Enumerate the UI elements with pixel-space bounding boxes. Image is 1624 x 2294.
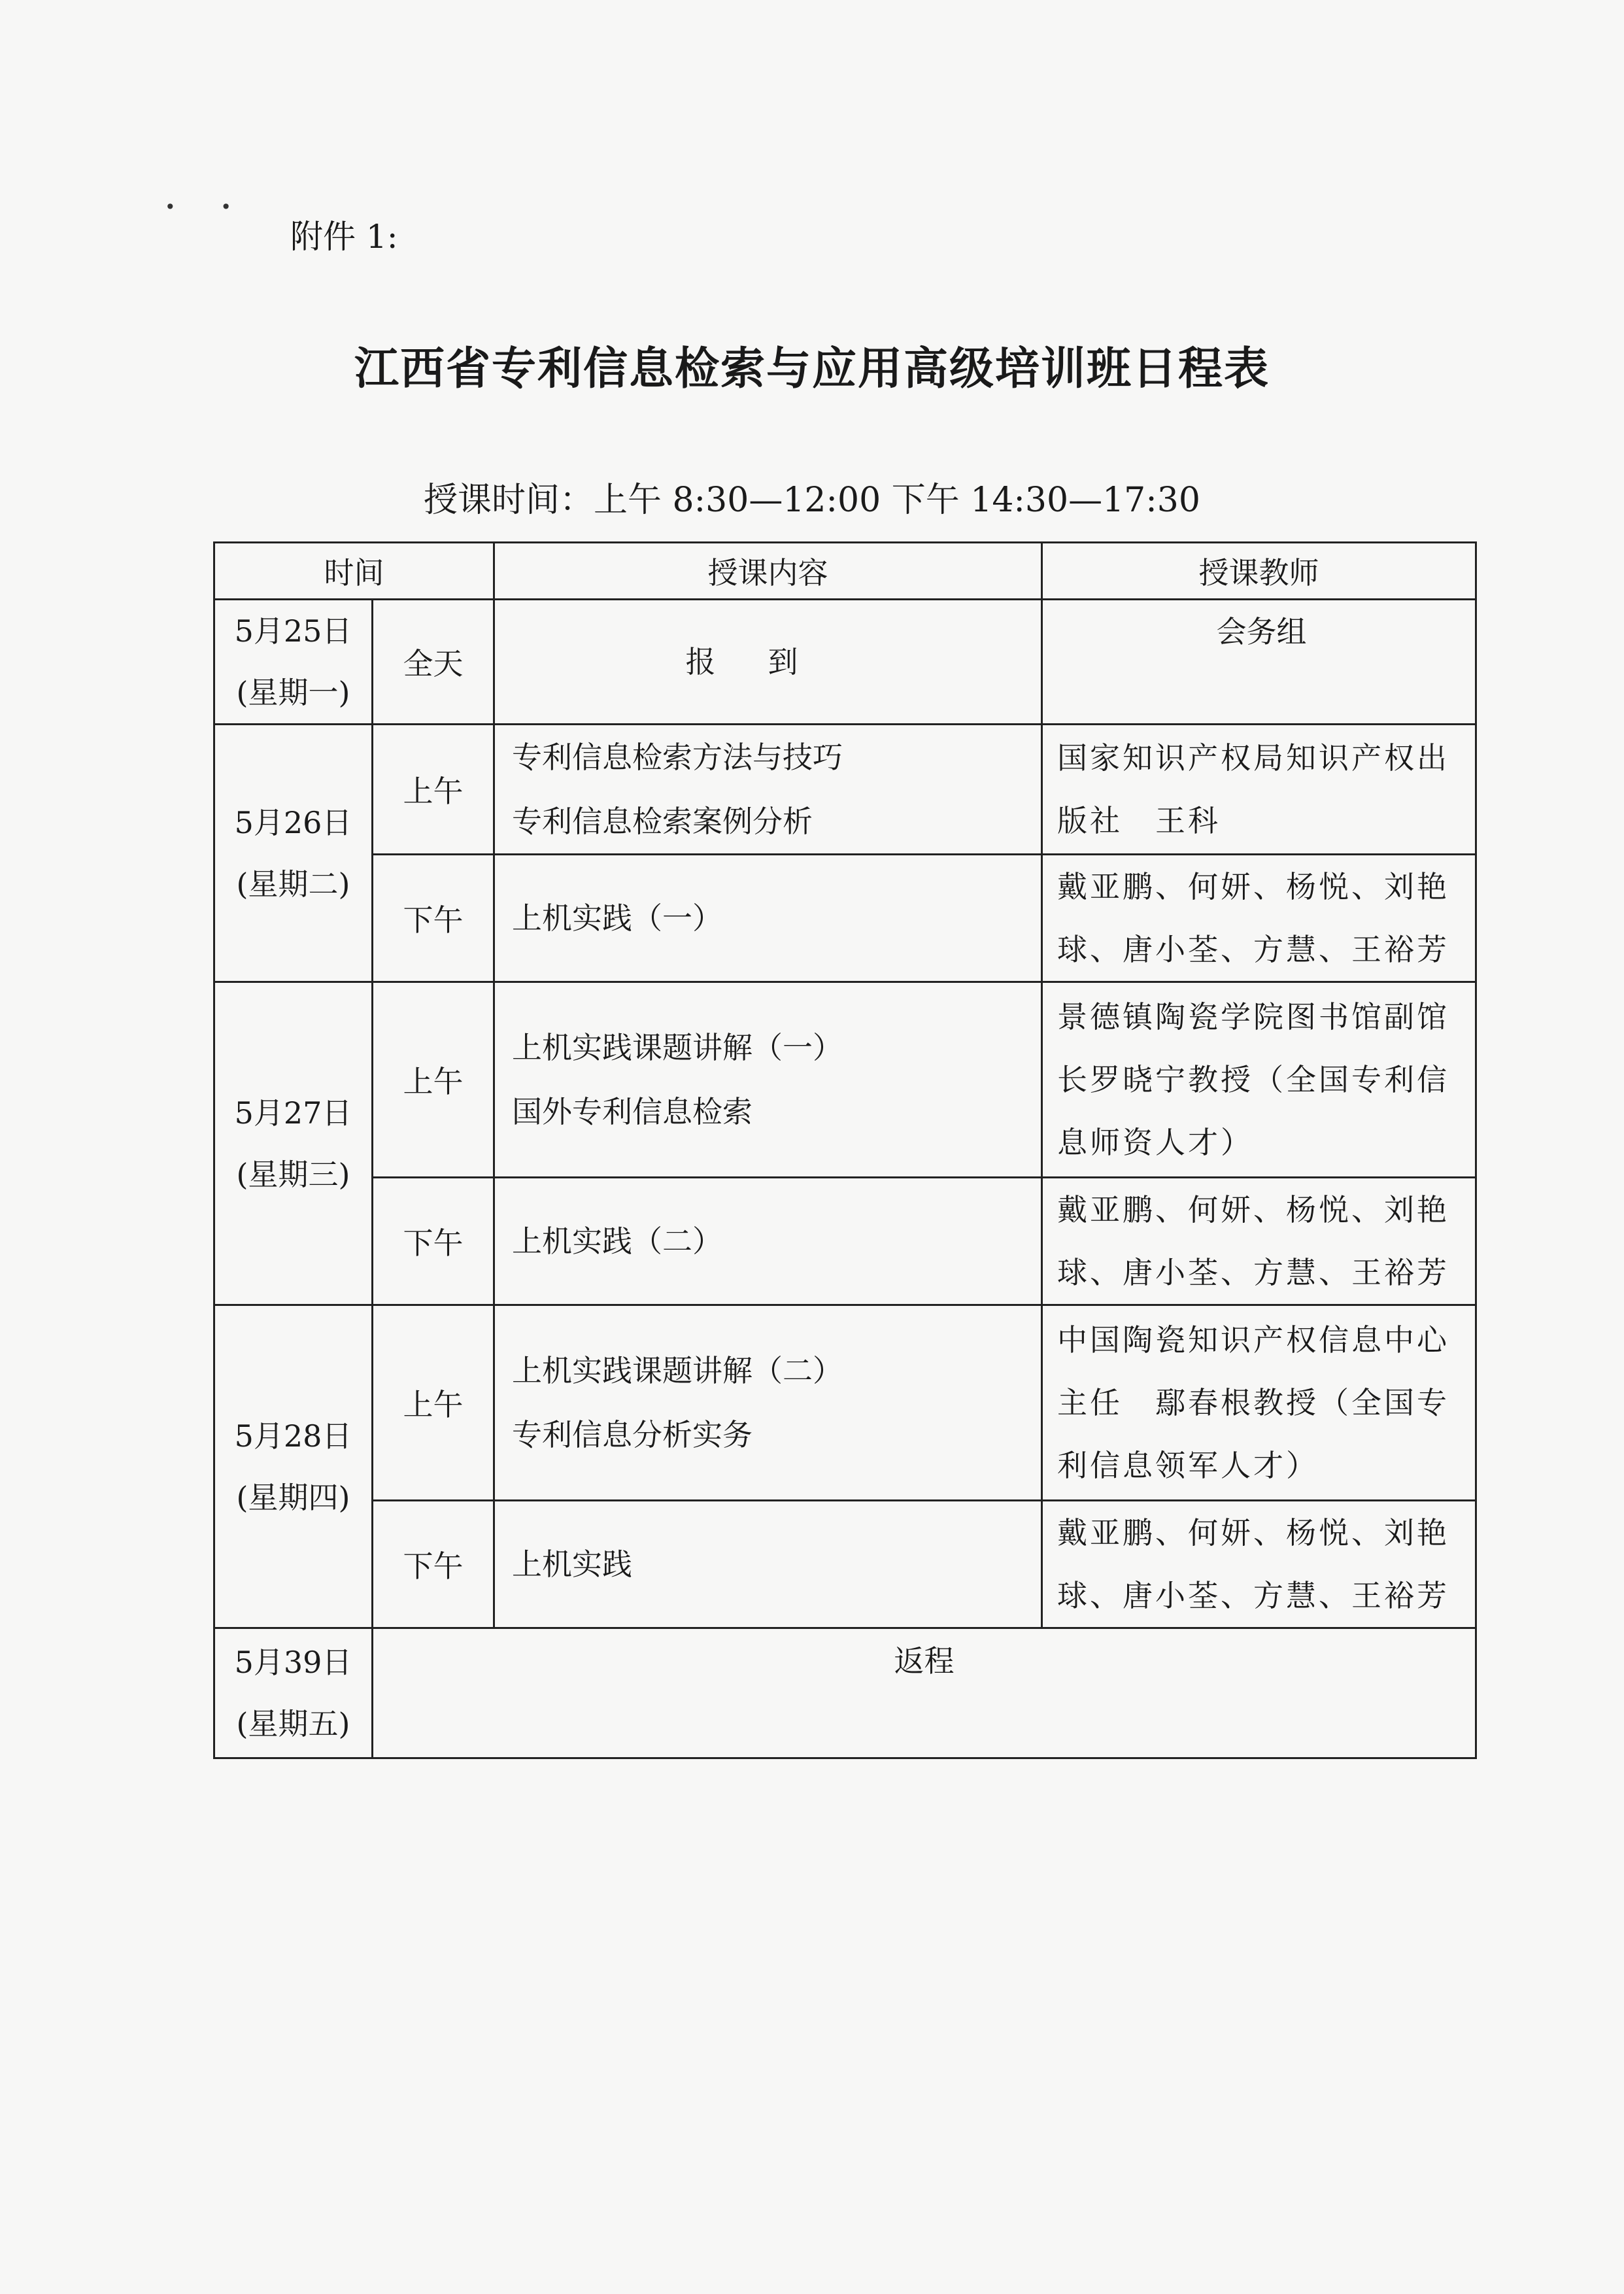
header-time: 时间 xyxy=(214,543,494,600)
content-line: 返程 xyxy=(894,1643,955,1679)
teacher-line: 会务组 xyxy=(1216,614,1307,649)
table-row xyxy=(214,725,1476,855)
teacher-cell xyxy=(1042,1501,1476,1628)
weekday: (星期四) xyxy=(236,1479,350,1515)
content-line: 专利信息检索案例分析 xyxy=(512,804,813,839)
date-cell xyxy=(214,1628,373,1758)
content-cell xyxy=(494,1178,1042,1305)
weekday: (星期三) xyxy=(236,1156,350,1192)
content-cell xyxy=(494,1501,1042,1628)
teacher-line: 戴亚鹏、何妍、杨悦、刘艳 xyxy=(1057,1192,1449,1227)
content-line: 专利信息分析实务 xyxy=(512,1417,753,1452)
teacher-line: 球、唐小荃、方慧、王裕芳 xyxy=(1057,932,1449,967)
content-line: 上机实践 xyxy=(512,1547,632,1582)
page-title: 江西省专利信息检索与应用高级培训班日程表 xyxy=(354,343,1270,395)
teacher-line: 主任 鄢春根教授（全国专 xyxy=(1057,1385,1449,1420)
table-row xyxy=(214,1178,1476,1305)
date: 5月25日 xyxy=(234,613,352,649)
content-line: 上机实践（二） xyxy=(512,1224,722,1259)
content-cell xyxy=(494,982,1042,1178)
date: 5月39日 xyxy=(234,1645,352,1680)
date-cell xyxy=(214,1305,373,1628)
teacher-line: 球、唐小荃、方慧、王裕芳 xyxy=(1057,1578,1449,1613)
teacher-line: 息师资人才） xyxy=(1057,1125,1253,1160)
table-row xyxy=(214,1305,1476,1501)
weekday: (星期五) xyxy=(236,1706,350,1741)
teacher-cell xyxy=(1042,1305,1476,1501)
content-line: 报到 xyxy=(685,644,851,679)
teacher-cell xyxy=(1042,725,1476,855)
content-cell xyxy=(494,600,1042,725)
teacher-line: 球、唐小荃、方慧、王裕芳 xyxy=(1057,1255,1449,1290)
date: 5月26日 xyxy=(234,804,352,840)
table-row xyxy=(214,855,1476,982)
content-line: 上机实践（一） xyxy=(512,900,722,936)
date: 5月27日 xyxy=(234,1095,352,1131)
period: 上午 xyxy=(373,725,494,855)
period: 下午 xyxy=(373,1501,494,1628)
period: 上午 xyxy=(373,1305,494,1501)
teacher-line: 中国陶瓷知识产权信息中心 xyxy=(1057,1322,1449,1358)
teacher-line: 戴亚鹏、何妍、杨悦、刘艳 xyxy=(1057,1515,1449,1550)
content-line: 国外专利信息检索 xyxy=(512,1094,753,1129)
teacher-line: 戴亚鹏、何妍、杨悦、刘艳 xyxy=(1057,869,1449,904)
weekday: (星期一) xyxy=(236,675,350,710)
date-cell xyxy=(214,725,373,982)
teacher-cell xyxy=(1042,982,1476,1178)
header-teacher: 授课教师 xyxy=(1042,543,1476,600)
teacher-line: 国家知识产权局知识产权出 xyxy=(1057,740,1449,776)
teacher-line: 版社 王科 xyxy=(1057,803,1221,838)
date-cell xyxy=(214,600,373,725)
table-row xyxy=(214,600,1476,725)
period: 上午 xyxy=(373,982,494,1178)
teacher-cell xyxy=(1042,855,1476,982)
content-cell xyxy=(373,1628,1476,1758)
content-line: 上机实践课题讲解（一） xyxy=(512,1030,843,1065)
content-cell xyxy=(494,1305,1042,1501)
teacher-line: 景德镇陶瓷学院图书馆副馆 xyxy=(1057,999,1449,1035)
schedule-table xyxy=(213,541,1477,1759)
teacher-line: 利信息领军人才） xyxy=(1057,1448,1319,1483)
period: 下午 xyxy=(373,855,494,982)
content-line: 专利信息检索方法与技巧 xyxy=(512,740,843,775)
teacher-cell xyxy=(1042,600,1476,725)
weekday: (星期二) xyxy=(236,866,350,902)
attachment-label: 附件 1: xyxy=(290,218,398,256)
date: 5月28日 xyxy=(234,1418,352,1454)
teacher-cell xyxy=(1042,1178,1476,1305)
period: 下午 xyxy=(373,1178,494,1305)
date-cell xyxy=(214,982,373,1305)
class-time: 授课时间：上午 8:30—12:00 下午 14:30—17:30 xyxy=(424,481,1200,520)
content-line: 上机实践课题讲解（二） xyxy=(512,1353,843,1388)
table-header-row xyxy=(214,543,1476,600)
table-row xyxy=(214,1628,1476,1758)
content-cell xyxy=(494,725,1042,855)
period: 全天 xyxy=(373,600,494,725)
scan-dots: • • xyxy=(165,196,251,218)
table-row xyxy=(214,982,1476,1178)
header-content: 授课内容 xyxy=(494,543,1042,600)
table-row xyxy=(214,1501,1476,1628)
teacher-line: 长罗晓宁教授（全国专利信 xyxy=(1057,1062,1449,1097)
content-cell xyxy=(494,855,1042,982)
